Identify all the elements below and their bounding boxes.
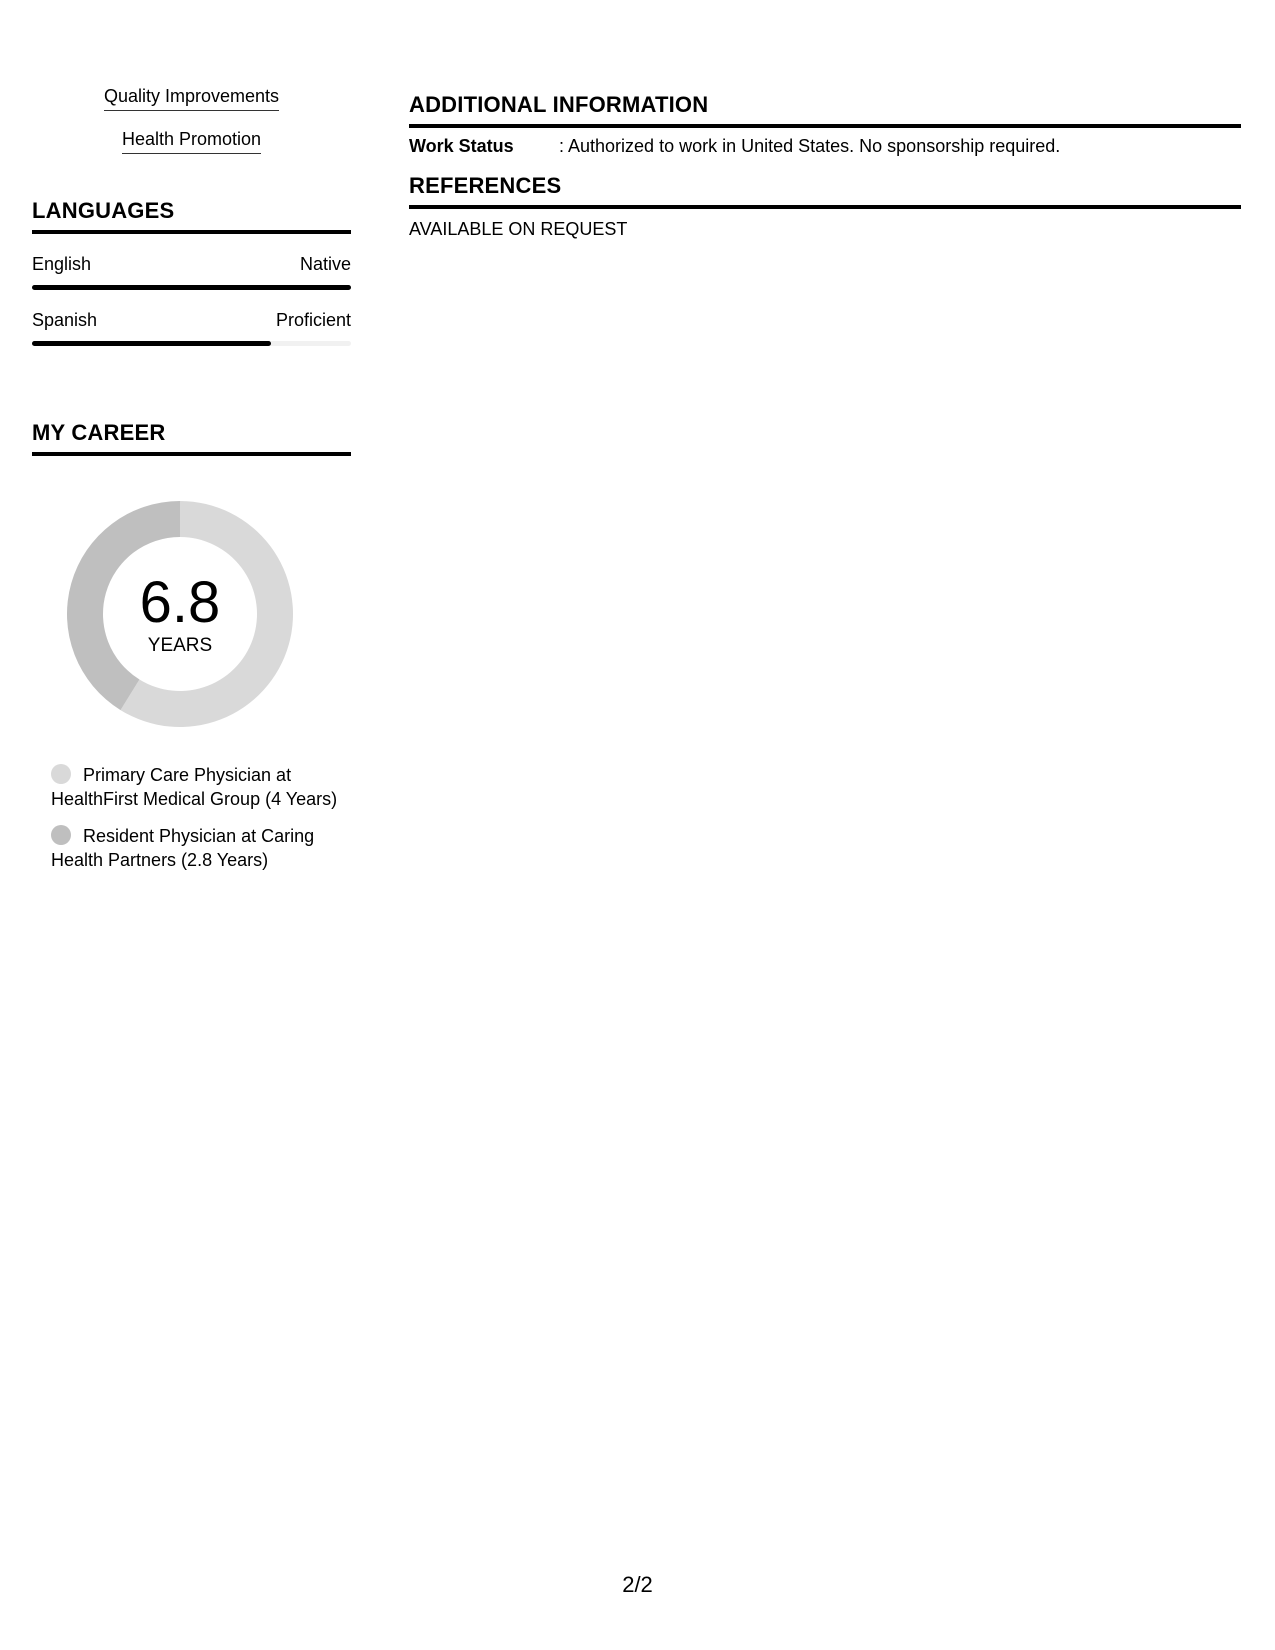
language-level: Proficient: [275, 310, 351, 330]
language-proficiency-bar: [32, 341, 351, 346]
languages-section: [32, 198, 351, 346]
skills-list: [32, 86, 351, 154]
skill-tag: Health Promotion: [122, 129, 261, 154]
legend-color-dot: [51, 825, 71, 845]
page-number: 2/2: [622, 1572, 653, 1597]
work-status-label: Work Status: [409, 136, 514, 156]
references-title: REFERENCES: [409, 173, 1241, 209]
career-donut-chart: [67, 501, 293, 727]
work-status-value: : Authorized to work in United States. No sponsorship required.: [559, 136, 1061, 156]
language-proficiency-fill: [32, 341, 271, 346]
additional-info-title: ADDITIONAL INFORMATION: [409, 92, 1241, 128]
language-proficiency-fill: [32, 285, 351, 290]
legend-color-dot: [51, 764, 71, 784]
career-legend-label: Resident Physician at Caring Health Partners (2.8 Years): [51, 826, 315, 870]
left-column: [32, 86, 351, 885]
work-status-row: [409, 136, 1241, 157]
career-section: [32, 420, 351, 872]
career-legend-label: Primary Care Physician at HealthFirst Medical Group (4 Years): [51, 765, 338, 809]
language-level: Native: [299, 254, 351, 274]
career-legend: [51, 763, 341, 872]
right-column: [409, 92, 1241, 240]
career-total-unit: YEARS: [147, 635, 213, 656]
language-proficiency-bar: [32, 285, 351, 290]
skill-tag: Quality Improvements: [104, 86, 279, 111]
language-item: [32, 310, 351, 346]
career-legend-item: [51, 763, 341, 811]
language-name: Spanish: [32, 310, 98, 330]
career-legend-item: [51, 824, 341, 872]
language-item: [32, 254, 351, 290]
languages-title: LANGUAGES: [32, 198, 351, 234]
references-text: AVAILABLE ON REQUEST: [409, 219, 628, 239]
career-donut-center: [67, 501, 293, 727]
language-name: English: [32, 254, 92, 274]
career-title: MY CAREER: [32, 420, 351, 456]
career-total-years: 6.8: [139, 570, 221, 635]
